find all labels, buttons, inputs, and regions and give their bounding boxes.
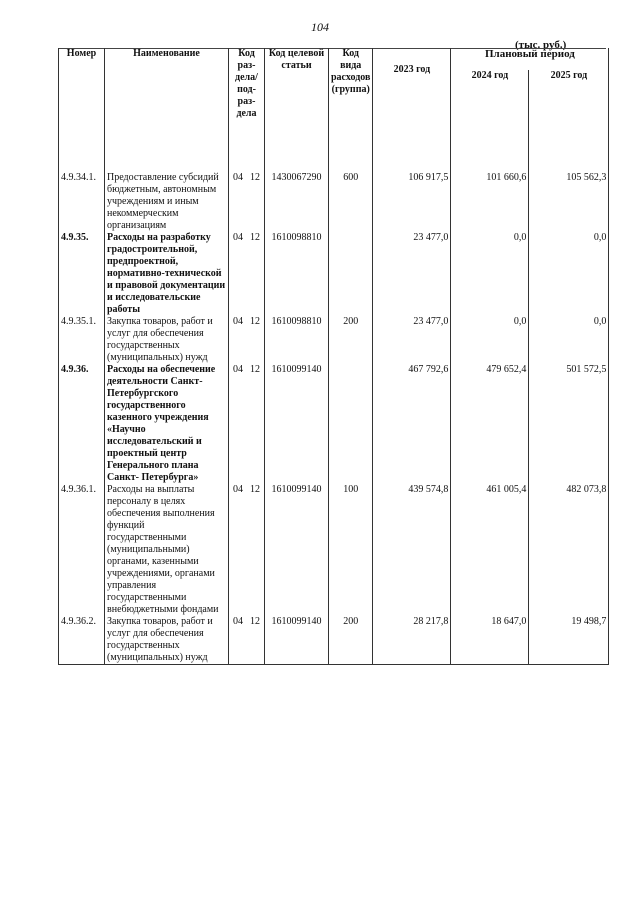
row-2023: 28 217,8 (373, 616, 451, 665)
row-expense-type: 600 (329, 172, 373, 232)
row-section (229, 616, 265, 665)
row-2023: 23 477,0 (373, 232, 451, 316)
row-2023: 106 917,5 (373, 172, 451, 232)
row-2025: 105 562,3 (529, 172, 609, 232)
row-section-code: 04 (233, 364, 243, 375)
table-body (59, 172, 609, 665)
row-number: 4.9.34.1. (59, 172, 105, 232)
row-subsection-code: 12 (250, 172, 260, 183)
row-section-code: 04 (233, 616, 243, 627)
row-target-code: 1610099140 (265, 484, 329, 616)
row-number: 4.9.35.1. (59, 316, 105, 364)
header-target: Код целевой статьи (265, 48, 329, 172)
header-expense-type: Код вида расходов (группа) (329, 48, 373, 172)
row-2023: 23 477,0 (373, 316, 451, 364)
row-2024: 0,0 (451, 316, 529, 364)
header-2025: 2025 год (529, 70, 609, 172)
row-section (229, 316, 265, 364)
row-section-code: 04 (233, 232, 243, 243)
row-section-code: 04 (233, 172, 243, 183)
row-2025: 19 498,7 (529, 616, 609, 665)
table-row (59, 232, 609, 316)
row-2023: 439 574,8 (373, 484, 451, 616)
row-target-code: 1430067290 (265, 172, 329, 232)
row-2025: 0,0 (529, 232, 609, 316)
row-target-code: 1610099140 (265, 364, 329, 484)
header-2024: 2024 год (451, 70, 529, 172)
row-subsection-code: 12 (250, 484, 260, 495)
row-target-code: 1610099140 (265, 616, 329, 665)
table-row (59, 616, 609, 665)
header-section: Код раз-дела/ под-раз-дела (229, 48, 265, 172)
row-number: 4.9.35. (59, 232, 105, 316)
row-2025: 501 572,5 (529, 364, 609, 484)
row-number: 4.9.36.2. (59, 616, 105, 665)
row-section-code: 04 (233, 316, 243, 327)
row-name: Расходы на разработку градостроительной, предпроектной, нормативно-технической и правовой документации и исследовательские работы (105, 232, 229, 316)
row-2024: 461 005,4 (451, 484, 529, 616)
row-expense-type (329, 232, 373, 316)
row-target-code: 1610098810 (265, 316, 329, 364)
row-expense-type: 200 (329, 616, 373, 665)
row-name: Расходы на обеспечение деятельности Санкт-Петербургского государственного казенного учреждения «Научно исследовательский и проектный центр Генерального плана Санкт- Петербурга» (105, 364, 229, 484)
table-row (59, 316, 609, 364)
row-section (229, 484, 265, 616)
row-name: Закупка товаров, работ и услуг для обеспечения государственных (муниципальных) нужд (105, 316, 229, 364)
row-subsection-code: 12 (250, 616, 260, 627)
row-target-code: 1610098810 (265, 232, 329, 316)
table-row (59, 172, 609, 232)
table-row (59, 484, 609, 616)
row-name: Расходы на выплаты персоналу в целях обеспечения выполнения функций государственными (муниципальными) органами, казенными учреждениями, органами управления государственными внебюджетными фондами (105, 484, 229, 616)
header-2023: 2023 год (373, 48, 451, 172)
row-2025: 0,0 (529, 316, 609, 364)
row-subsection-code: 12 (250, 316, 260, 327)
row-2024: 18 647,0 (451, 616, 529, 665)
row-subsection-code: 12 (250, 364, 260, 375)
row-section (229, 364, 265, 484)
header-number: Номер (59, 48, 105, 172)
units-label: (тыс. руб.) (515, 39, 567, 51)
row-name: Закупка товаров, работ и услуг для обеспечения государственных (муниципальных) нужд (105, 616, 229, 665)
header-name: Наименование (105, 48, 229, 172)
row-2023: 467 792,6 (373, 364, 451, 484)
row-number: 4.9.36. (59, 364, 105, 484)
row-2025: 482 073,8 (529, 484, 609, 616)
row-subsection-code: 12 (250, 232, 260, 243)
row-section (229, 172, 265, 232)
row-2024: 101 660,6 (451, 172, 529, 232)
row-expense-type: 200 (329, 316, 373, 364)
row-expense-type (329, 364, 373, 484)
row-section-code: 04 (233, 484, 243, 495)
budget-table (58, 48, 609, 665)
row-name: Предоставление субсидий бюджетным, автономным учреждениям и иным некоммерческим организациям (105, 172, 229, 232)
row-number: 4.9.36.1. (59, 484, 105, 616)
row-2024: 0,0 (451, 232, 529, 316)
table-row (59, 364, 609, 484)
row-2024: 479 652,4 (451, 364, 529, 484)
page-number: 104 (311, 20, 329, 34)
row-expense-type: 100 (329, 484, 373, 616)
row-section (229, 232, 265, 316)
header-plan-period: Плановый период (451, 48, 609, 70)
